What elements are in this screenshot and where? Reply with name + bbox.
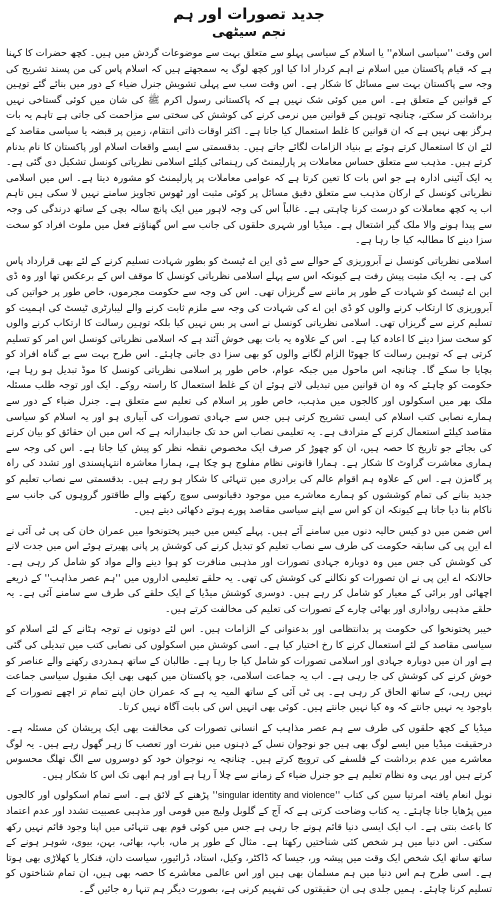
article-paragraph-1: اس وقت ''سیاسی اسلام'' یا اسلام کے سیاسی پہلو سے متعلق بہت سے موضوعات گردش میں ہیں۔ کچھ حضرات کا کہنا ہے کہ قیام پاکستان میں اسلام نے اہم کردار ادا کیا اور کچھ لوگ یہ سمجھتے ہیں کہ اسلام پاس کی من پسند تشریح کی وجہ سے پاکستان بہت سے مسائل کا شکار ہے۔ اس وقت سب سے پہلی تشویش جنرل ضیاء کے دور میں بنائے گئے توہین کے قوانین کے متعلق ہے۔ اس میں کوئی شک نہیں ہے کہ پاکستانی رسول اکرم ﷺ کی شان میں کوئی گستاخی نہیں برداشت کر سکتے، چنانچہ توہین کے قوانین میں نرمی کرنے کی کوشش کی سختی سے مزاحمت کی جاتی ہے تاہم یہ بات ہرگز بھی نہیں ہے کہ ان قوانین کا غلط استعمال کیا جاتا ہے۔ اکثر اوقات ذاتی انتقام، زمین پر قبضہ یا سیاسی مقاصد کے لئے ان کا استعمال کرتے ہوئے بے بنیاد الزامات لگائے جاتے ہیں۔ بدقسمتی سے ایسے واقعات اسلام اور پاکستان کا نام بدنام کرتے ہیں۔ مذہب سے متعلق حساس معاملات پر پارلیمنٹ کی رہنمائی کیلئے اسلامی نظریاتی کونسل تشکیل دی گئی ہے۔ یہ ایک آئینی ادارہ ہے جو اس بات کا تعین کرتا ہے کہ عوامی معاملات پر پارلیمنٹ کو مشورہ دیتا ہے۔ اس میں اسلامی نظریاتی کونسل کے ارکان مذہب سے متعلق دقیق مسائل پر کوئی مثبت اور ٹھوس تجاویز سامنے نہیں لا سکی ہیں تاہم اب یہ کچھ معاملات کو درست کرنا چاہتی ہے۔ غالباً اس کی وجہ لاہور میں ایک پانچ سالہ بچی کے ساتھ درندگی کی وجہ سے پیدا ہونے والا ملک گیر اشتعال ہے۔ میڈیا اور شہری حلقوں کی جانب سے اس گھناؤنے فعل میں ملوث افراد کو سخت سزا دینے کا مطالبہ کیا جا رہا ہے۔ — [6, 48, 492, 247]
article-author: نجم سیٹھی — [211, 25, 287, 40]
article-paragraph-6 — [6, 788, 492, 897]
article-paragraph-4: خیبر پختونخوا کی حکومت پر بدانتظامی اور بدعنوانی کے الزامات ہیں۔ اس لئے دونوں نے توجہ ہٹانے کے لئے اسلام کو سیاسی مقاصد کے لئے استعمال کرنے کا رخ اختیار کیا ہے۔ اسی کوشش میں اسکولوں کی نصابی کتب میں تبدیلی کی گئی ہے اور ان میں دوبارہ جہادی اور اسلامی تصورات کو شامل کیا جا رہا ہے۔ طالبان کے ساتھ ہمدردی رکھنے والے عناصر کو خوش کرنے کی کوشش کی جا رہی ہے۔ اب یہ جماعت اسلامی، جو پاکستان میں کبھی بھی ایک مقبول سیاسی جماعت نہیں رہی، کے ساتھ الحاق کر رہی ہے۔ پی ٹی آئی کے ساتھ المیہ یہ ہے کہ عمران خان اپنے تمام تر اچھے تصورات کے باوجود یہ نہیں جانتے کہ وہ کیا نہیں جانتے ہیں۔ کوئی بھی انہیں اس کی بابت آگاہ نہیں کرتا۔ — [6, 624, 492, 714]
article-title: جدید تصورات اور ہم — [173, 5, 325, 23]
paragraph-6-body: '' پڑھنے کے لائق ہے۔ اسے تمام اسکولوں اور کالجوں میں پڑھایا جانا چاہئے۔ یہ کتاب وضاحت کرتی ہے کہ آج کے گلوبل ولیج میں قومی اور مذہبی عصبیت تشدد اور عدم اعتماد کا باعث بنتی ہے۔ اب ایک ایسی دنیا قائم ہونے جا رہی ہے جس میں کوئی قوم بھی تنہائی میں اپنا وجود قائم نہیں رکھ سکتی۔ اس دنیا میں ہر شخص کئی شناختیں رکھتا ہے۔ مثال کے طور پر ماں، باپ، بھائی، بہن، بیوی، شوہر ہونے کے ساتھ ساتھ ایک شخص ایک وقت میں پیشہ ور، جیسا کہ ڈاکٹر، وکیل، استاد، ڈرائیور، سیاست دان، فنکار یا کھلاڑی بھی ہوتا ہے۔ اسی طرح ہم اس دنیا میں ہم مسلمان بھی ہیں اور اس عالمی معاشرے کا حصہ بھی ہیں، ان تمام شناختوں کو تسلیم کرنا چاہئے۔ ہمیں جلدی ہی ان حقیقتوں کی تفہیم کرنی ہے، بصورت دیگر ہم تنہا رہ جائیں گے۔ — [6, 790, 492, 895]
paragraph-6-lead: نوبل انعام یافتہ امرتیا سین کی کتاب '' — [334, 790, 492, 802]
article-paragraph-5: میڈیا کے کچھ حلقوں کی طرف سے ہم عصر مذاہب کے انسانی تصورات کی مخالفت بھی ایک پریشان کن مسئلہ ہے۔ درحقیقت میڈیا میں ایسے لوگ بھی ہیں جو نوجوان نسل کے ذہنوں میں نفرت اور تعصب کا زہر گھول رہے ہیں۔ یہ لوگ معاشرے میں عدم برداشت کے فلسفے کی ترویج کرتے ہیں۔ چنانچہ یہ نوجوان خود کو دوسروں سے الگ تھلگ محسوس کرتے ہیں اور یہی وہ نظام تعلیم ہے جو جنرل ضیاء کے زمانے سے چلا آ رہا ہے اور ہم ابھی تک اس کا شکار ہیں۔ — [6, 722, 492, 781]
book-title-english: singular identity and violence — [217, 790, 335, 801]
article-paragraph-2: اسلامی نظریاتی کونسل نے آبروریزی کے حوالے سے ڈی این اے ٹیسٹ کو بطور شہادت تسلیم کرنے کے لئے بھی قرارداد پاس کی ہے۔ یہ ایک مثبت پیش رفت ہے کیونکہ اس سے پہلے اسلامی نظریاتی کونسل کا موقف اس کے برعکس تھا اور وہ ڈی این اے ٹیسٹ کو شہادت کے طور پر ماننے سے گریزاں تھی۔ اس کی وجہ سے حکومت مجرموں، خاص طور پر خواتین کی آبروریزی کا ارتکاب کرنے والوں کو ڈی این اے کی شہادت کی وجہ سے ملزم ثابت کرنے والے لیبارٹری ٹیسٹ کی اہمیت کو تسلیم کرنے سے گریزاں تھی۔ اسلامی نظریاتی کونسل نے اسی پر بس نہیں کیا بلکہ توہین رسالت کا ارتکاب کرنے والوں کو سخت سزا دینے کا اعادہ کیا ہے۔ اس کے علاوہ یہ بات بھی خوش آئند ہے کہ اسلامی نظریاتی کونسل اس امر کو تسلیم کرتی ہے کہ توہین رسالت کا جھوٹا الزام لگانے والوں کو بھی سزا دی جانی چاہئے۔ اس طرح بہت سے بے گناہ افراد کو بچایا جا سکے گا۔ چنانچہ اس ماحول میں جبکہ عوام، خاص طور پر اسلامی نظریاتی کونسل کا موڈ تبدیل ہو رہا ہے، حکومت کو چاہئے کہ وہ ان قوانین میں تبدیلی لاتے ہوئے ان کے غلط استعمال کا راستہ روکے۔ ایک اور توجہ طلب مسئلہ ملک بھر میں اسکولوں اور کالجوں میں مذہب، خاص طور پر اسلام کی تعلیم سے متعلق ہے۔ جنرل ضیاء کے دور سے ہمارے نصابی کتب اسلام کی ایسی تشریح کرتی ہیں جس سے جہادی تصورات کی آبیاری ہو اور یہ اسلام کو سیاسی مقاصد کیلئے استعمال کرنے کے مترادف ہے۔ یہ تعلیمی نصاب اس حد تک جانبدارانہ ہے کہ اس میں ان حقائق کو بیان کرنے کی بجائے جو تاریخ کا حصہ ہیں، ان کو چھوڑ کر صرف ایک مخصوص نقطہ نظر کو پیش کیا جاتا ہے۔ اس کی وجہ سے ہماری معاشرت گراوٹ کا شکار ہے۔ ہمارا قانونی نظام مفلوج ہو چکا ہے، ہمارا معاشرہ انتہاپسندی اور تشدد کی راہ پر گامزن ہے۔ اس کے علاوہ ہم اقوام عالم کی برادری میں تنہائی کا شکار ہو رہے ہیں۔ بدقسمتی سے نصاب تعلیم کو جدید بنانے کی تمام کوششوں کو ہمارے معاشرے میں موجود دقیانوسی سوچ رکھنے والے طاقتور گروہوں کی جانب سے ناکام بنا دیا جاتا ہے کیونکہ ان کو اس سے اپنے سیاسی مقاصد پورے ہوتے دکھائی دیتے ہیں۔ — [6, 255, 492, 517]
article-paragraph-3: اس ضمن میں دو کیس حالیہ دنوں میں سامنے آئے ہیں۔ پہلے کیس میں خیبر پختونخوا میں عمران خان کی پی ٹی آئی نے اے این پی کی سابقہ حکومت کی طرف سے نصاب تعلیم کو تبدیل کرنے کی کوشش پر پانی پھیرتے ہوئے اس میں جدت لانے کی کوشش کی جس میں وہ دوبارہ جہادی تصورات اور مذہبی منافرت کو ہوا دینے والے مواد کو شامل کر رہی ہے۔ حالانکہ اے این پی نے ان تصورات کو نکالنے کی کوشش کی تھی۔ یہ حلقے تعلیمی اداروں میں ''ہم عصر مذاہب'' کے ذریعے اچھائی اور برائی کے معیار کو شامل کر رہے ہیں۔ دوسری کوشش میڈیا کے ایک حلقے کی طرف سے سامنے آئی ہے۔ یہ حلقے مذہبی رواداری اور بھائی چارے کے تصورات کی تعلیم کی مخالفت کرتے ہیں۔ — [6, 525, 492, 615]
